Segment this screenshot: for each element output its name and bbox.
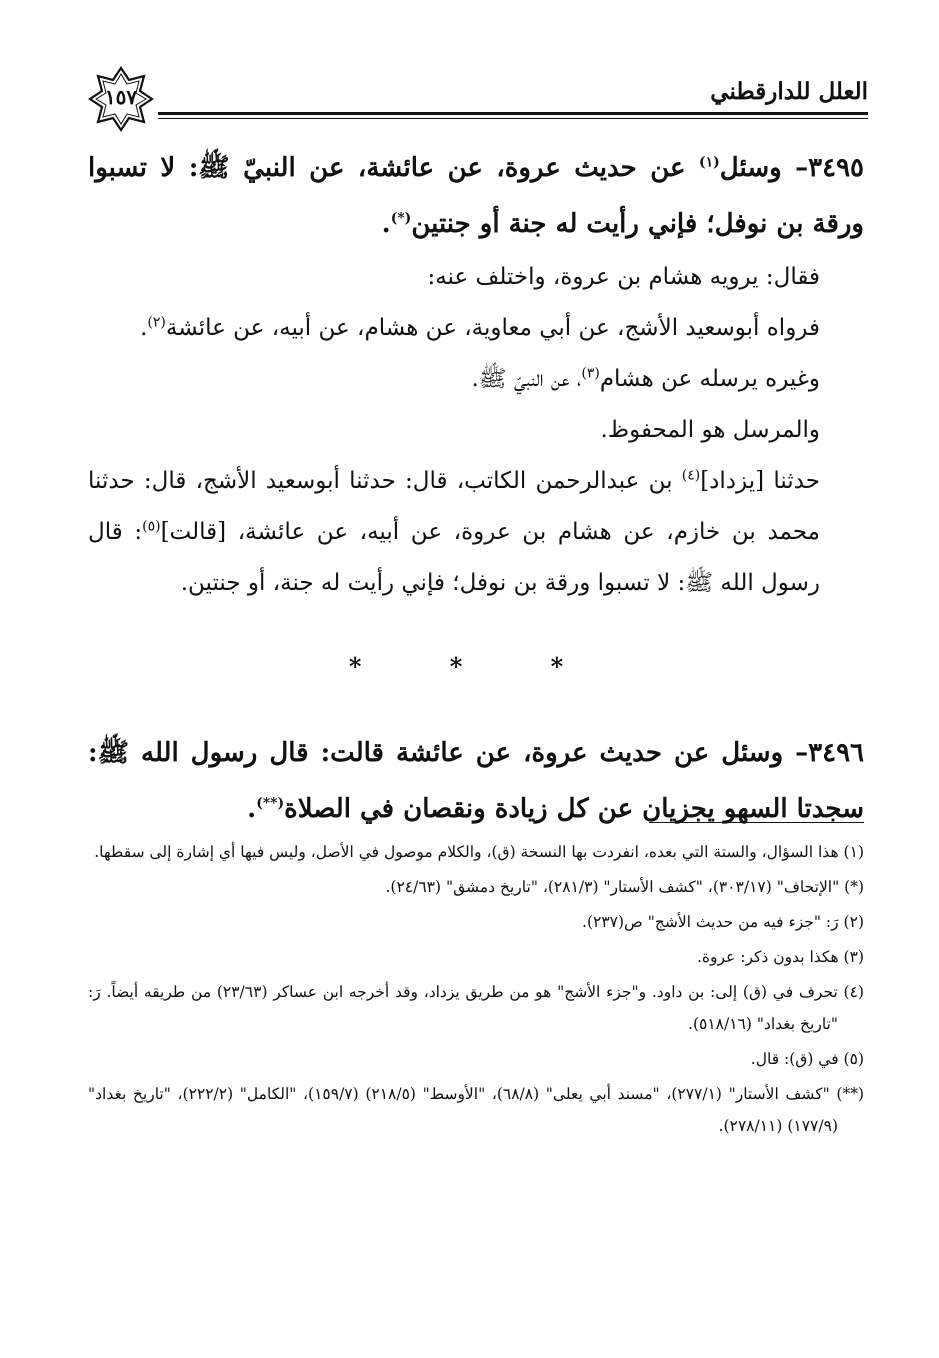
section-divider (88, 643, 864, 691)
text-run: ، عن النبيّ ﷺ. (471, 366, 582, 392)
footnote-marker: (٤) (681, 467, 701, 484)
text-run: حدثنا [يزداد] (700, 468, 820, 494)
paragraph (88, 354, 864, 405)
footnote-marker: (٢) (147, 314, 166, 331)
footnote-marker: (٣) (581, 365, 600, 382)
footnote: (**) "كشف الأستار" (٢٧٧/١)، "مسند أبي يعلى" (٦٨/٨)، "الأوسط" (٢١٨/٥) (١٥٩/٧)، "الكامل" (٢٢٢/٢)، "تاريخ بغداد" (١٧٧/٩) (٢٧٨/١١). (88, 1085, 865, 1135)
paragraph (88, 303, 864, 354)
text-run: وغيره يرسله عن هشام (599, 366, 820, 392)
paragraph (88, 405, 864, 456)
text-run: فرواه أبوسعيد الأشج، عن أبي معاوية، عن هشام، عن أبيه، عن عائشة (165, 315, 820, 341)
page-header (88, 66, 868, 136)
header-rule-thin (158, 118, 868, 119)
text-run: * * * (348, 652, 604, 681)
text-run: فقال: يرويه هشام بن عروة، واختلف عنه: (427, 264, 820, 290)
text-run: . (140, 315, 148, 341)
footnote: (٤) تحرف في (ق) إلى: بن داود. و"جزء الأشج" هو من طريق يزداد، وقد أخرجه ابن عساكر (٢٣/٦٣) من طريقه أيضاً. رَ: "تاريخ بغداد" (٥١٨/١٦). (88, 983, 864, 1033)
footnote: (٣) هكذا بدون ذكر: عروة. (696, 948, 864, 966)
text-run: ٣٤٩٥– وسئل (719, 153, 864, 183)
text-run: بن عبدالرحمن الكاتب، قال: حدثنا أبوسعيد الأشج، قال: حدثنا محمد بن خازم، عن هشام بن عروة، عن أبيه، عن عائشة، [قالت] (88, 468, 820, 545)
footnotes (88, 836, 864, 1145)
page-number: ١٥٧ (104, 85, 138, 109)
main-text (88, 140, 864, 837)
footnote-marker: (*) (390, 210, 412, 227)
footnote-marker: (١) (699, 154, 720, 171)
footnote-separator (649, 822, 864, 823)
text-run: والمرسل هو المحفوظ. (600, 417, 820, 443)
footnote: (٢) رَ: "جزء فيه من حديث الأشج" ص(٢٣٧). (582, 913, 864, 931)
footnote-marker: (**) (256, 795, 285, 812)
text-run: . (381, 209, 391, 239)
paragraph (88, 252, 864, 303)
paragraph (88, 456, 864, 609)
page-number-badge (88, 66, 154, 132)
footnote: (*) "الإتحاف" (٣٠٣/١٧)، "كشف الأستار" (٢٨١/٣)، "تاريخ دمشق" (٢٤/٦٣). (385, 878, 864, 896)
footnote: (١) هذا السؤال، والستة التي بعده، انفردت بها النسخة (ق)، والكلام موصول في الأصل، وليس فيها أي إشارة إلى سقطها. (94, 843, 864, 861)
footnote-marker: (٥) (142, 518, 161, 535)
entry-heading (88, 140, 864, 252)
entry-heading (88, 725, 864, 837)
header-rule (158, 112, 868, 115)
book-title: العلل للدارقطني (710, 78, 868, 105)
footnote: (٥) في (ق): قال. (750, 1050, 864, 1068)
text-run: . (247, 794, 257, 824)
text-run: ٣٤٩٦– وسئل عن حديث عروة، عن عائشة قالت: قال رسول الله ﷺ: سجدتا السهو يجزيان عن كل زيادة ونقصان في الصلاة (88, 738, 865, 824)
text-run: : قال رسول الله ﷺ: لا تسبوا ورقة بن نوفل؛ فإني رأيت له جنة، أو جنتين. (88, 519, 820, 596)
text-run: عن حديث عروة، عن عائشة، عن النبيّ ﷺ: لا تسبوا ورقة بن نوفل؛ فإني رأيت له جنة أو جنتين (88, 153, 864, 239)
